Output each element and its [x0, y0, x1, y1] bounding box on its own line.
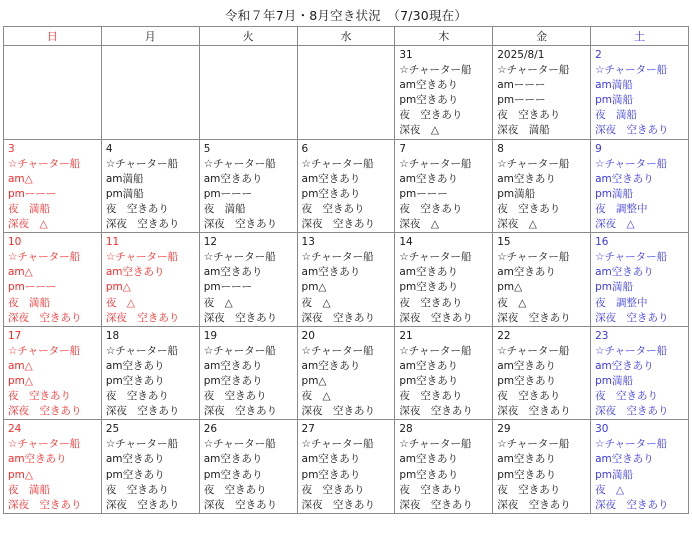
charter-label: ☆チャーター船 [301, 251, 374, 264]
pm-status: pm空きあり [203, 374, 263, 387]
calendar-day-cell [297, 139, 395, 233]
day-number: 28 [399, 423, 413, 436]
pm-status: pm満船 [595, 187, 633, 200]
pm-status: pmーーー [497, 94, 546, 107]
pm-status: pm空きあり [399, 468, 459, 481]
am-status: am空きあり [105, 359, 165, 372]
am-status: am△ [8, 172, 33, 185]
calendar-week-row [4, 139, 689, 233]
night-status: 夜 空きあり [497, 109, 561, 122]
am-status: am△ [8, 359, 33, 372]
day-number: 13 [301, 236, 315, 249]
late-night-status: 深夜 空きあり [203, 405, 278, 418]
calendar-day-cell [591, 420, 689, 514]
weekday-sun: 日 [4, 27, 102, 46]
weekday-thu: 木 [395, 27, 493, 46]
calendar-day-cell [591, 326, 689, 420]
am-status: am空きあり [595, 359, 654, 372]
late-night-status: 深夜 空きあり [203, 218, 278, 231]
late-night-status: 深夜 空きあり [595, 405, 669, 418]
day-number: 20 [301, 329, 315, 342]
calendar-day-cell [101, 420, 199, 514]
day-number: 2025/8/1 [497, 49, 545, 61]
am-status: am満船 [595, 79, 633, 92]
late-night-status: 深夜 △ [399, 124, 439, 137]
late-night-status: 深夜 空きあり [301, 311, 376, 324]
late-night-status: 深夜 空きあり [301, 498, 376, 511]
night-status: 夜 調整中 [595, 296, 648, 309]
am-status: am空きあり [595, 172, 654, 185]
pm-status: pm△ [105, 281, 131, 294]
am-status: amーーー [497, 79, 546, 92]
charter-label: ☆チャーター船 [301, 157, 374, 170]
day-number: 4 [105, 142, 113, 155]
calendar-empty-cell [199, 46, 297, 140]
night-status: 夜 △ [497, 296, 527, 309]
charter-label: ☆チャーター船 [399, 251, 472, 264]
charter-label: ☆チャーター船 [595, 64, 668, 77]
night-status: 夜 満船 [8, 296, 50, 309]
calendar-week-row [4, 420, 689, 514]
charter-label: ☆チャーター船 [497, 344, 570, 357]
charter-label: ☆チャーター船 [105, 438, 178, 451]
night-status: 夜 空きあり [399, 296, 463, 309]
calendar-day-cell [297, 420, 395, 514]
am-status: am空きあり [301, 359, 361, 372]
am-status: am空きあり [497, 266, 556, 279]
late-night-status: 深夜 空きあり [8, 498, 82, 511]
day-number: 22 [497, 329, 511, 342]
am-status: am空きあり [595, 453, 654, 466]
night-status: 夜 空きあり [105, 483, 169, 496]
calendar-day-cell [101, 233, 199, 327]
late-night-status: 深夜 空きあり [301, 218, 376, 231]
charter-label: ☆チャーター船 [595, 157, 668, 170]
calendar-day-cell [4, 233, 102, 327]
night-status: 夜 空きあり [203, 483, 267, 496]
pm-status: pmーーー [203, 281, 253, 294]
am-status: am空きあり [497, 172, 556, 185]
weekday-mon: 月 [101, 27, 199, 46]
late-night-status: 深夜 空きあり [399, 498, 473, 511]
night-status: 夜 満船 [203, 202, 246, 215]
am-status: am空きあり [203, 453, 263, 466]
calendar-day-cell [493, 139, 591, 233]
late-night-status: 深夜 空きあり [497, 405, 571, 418]
calendar-empty-cell [101, 46, 199, 140]
day-number: 16 [595, 236, 609, 249]
pm-status: pm空きあり [105, 468, 165, 481]
calendar-day-cell [493, 420, 591, 514]
pm-status: pm△ [301, 374, 327, 387]
am-status: am空きあり [105, 266, 165, 279]
charter-label: ☆チャーター船 [105, 251, 178, 264]
night-status: 夜 空きあり [8, 390, 71, 403]
late-night-status: 深夜 空きあり [497, 498, 571, 511]
day-number: 29 [497, 423, 511, 436]
night-status: 夜 空きあり [301, 483, 365, 496]
late-night-status: 深夜 空きあり [301, 405, 376, 418]
night-status: 夜 空きあり [595, 390, 659, 403]
charter-label: ☆チャーター船 [203, 438, 276, 451]
am-status: am空きあり [203, 172, 263, 185]
charter-label: ☆チャーター船 [399, 344, 472, 357]
calendar-empty-cell [4, 46, 102, 140]
day-number: 17 [8, 329, 22, 342]
late-night-status: 深夜 空きあり [203, 311, 278, 324]
late-night-status: 深夜 △ [399, 218, 439, 231]
calendar-body [4, 46, 689, 514]
day-number: 25 [105, 423, 120, 436]
calendar-day-cell [199, 326, 297, 420]
am-status: am空きあり [595, 266, 654, 279]
late-night-status: 深夜 空きあり [8, 311, 82, 324]
day-number: 14 [399, 236, 413, 249]
pm-status: pm△ [8, 468, 33, 481]
am-status: am空きあり [203, 359, 263, 372]
am-status: am空きあり [301, 266, 361, 279]
charter-label: ☆チャーター船 [497, 251, 570, 264]
day-number: 3 [8, 142, 15, 155]
am-status: am空きあり [399, 172, 459, 185]
calendar-day-cell [4, 420, 102, 514]
pm-status: pm空きあり [203, 468, 263, 481]
charter-label: ☆チャーター船 [399, 157, 472, 170]
weekday-tue: 火 [199, 27, 297, 46]
night-status: 夜 空きあり [399, 390, 463, 403]
night-status: 夜 空きあり [105, 202, 169, 215]
late-night-status: 深夜 空きあり [105, 311, 180, 324]
day-number: 2 [595, 49, 602, 61]
am-status: am空きあり [8, 453, 67, 466]
night-status: 夜 満船 [8, 483, 50, 496]
calendar-day-cell [199, 420, 297, 514]
night-status: 夜 調整中 [595, 202, 648, 215]
late-night-status: 深夜 △ [8, 218, 48, 231]
am-status: am空きあり [301, 453, 361, 466]
weekday-header-row [4, 27, 689, 46]
pm-status: pm空きあり [399, 374, 459, 387]
charter-label: ☆チャーター船 [105, 344, 178, 357]
am-status: am空きあり [399, 359, 459, 372]
day-number: 6 [301, 142, 309, 155]
late-night-status: 深夜 空きあり [105, 498, 180, 511]
late-night-status: 深夜 空きあり [497, 311, 571, 324]
late-night-status: 深夜 空きあり [595, 124, 669, 137]
day-number: 31 [399, 49, 413, 61]
day-number: 24 [8, 423, 22, 436]
calendar-day-cell [395, 326, 493, 420]
night-status: 夜 空きあり [105, 390, 169, 403]
late-night-status: 深夜 空きあり [595, 498, 669, 511]
calendar-day-cell [199, 233, 297, 327]
pm-status: pmーーー [8, 187, 57, 200]
day-number: 12 [203, 236, 218, 249]
calendar-day-cell [395, 233, 493, 327]
calendar-day-cell [493, 326, 591, 420]
calendar-day-cell [101, 139, 199, 233]
charter-label: ☆チャーター船 [595, 251, 668, 264]
night-status: 夜 空きあり [301, 202, 365, 215]
am-status: am空きあり [497, 359, 556, 372]
calendar-empty-cell [297, 46, 395, 140]
pm-status: pm満船 [105, 187, 144, 200]
pm-status: pm満船 [595, 94, 633, 107]
late-night-status: 深夜 空きあり [8, 405, 82, 418]
pm-status: pm空きあり [105, 374, 165, 387]
charter-label: ☆チャーター船 [595, 438, 668, 451]
calendar-day-cell [297, 326, 395, 420]
calendar-week-row [4, 326, 689, 420]
late-night-status: 深夜 満船 [497, 124, 550, 137]
weekday-sat: 土 [591, 27, 689, 46]
night-status: 夜 △ [105, 296, 135, 309]
pm-status: pm満船 [595, 374, 633, 387]
calendar-week-row [4, 46, 689, 140]
day-number: 15 [497, 236, 511, 249]
am-status: am空きあり [301, 172, 361, 185]
pm-status: pm空きあり [301, 468, 361, 481]
calendar-day-cell [101, 326, 199, 420]
pm-status: pm空きあり [399, 94, 459, 107]
calendar-day-cell [591, 233, 689, 327]
late-night-status: 深夜 空きあり [399, 311, 473, 324]
day-number: 26 [203, 423, 218, 436]
pm-status: pmーーー [399, 187, 448, 200]
day-number: 30 [595, 423, 609, 436]
night-status: 夜 空きあり [497, 483, 561, 496]
charter-label: ☆チャーター船 [105, 157, 178, 170]
charter-label: ☆チャーター船 [301, 438, 374, 451]
charter-label: ☆チャーター船 [8, 438, 81, 451]
am-status: am空きあり [497, 453, 556, 466]
day-number: 10 [8, 236, 22, 249]
page-title: 令和７年7月・8月空き状況 （7/30現在） [224, 8, 468, 23]
pm-status: pm満船 [595, 281, 633, 294]
night-status: 夜 △ [301, 390, 331, 403]
night-status: 夜 △ [301, 296, 331, 309]
day-number: 11 [105, 236, 120, 249]
late-night-status: 深夜 空きあり [399, 405, 473, 418]
calendar-day-cell [395, 46, 493, 140]
night-status: 夜 空きあり [399, 109, 463, 122]
late-night-status: 深夜 空きあり [203, 498, 278, 511]
pm-status: pmーーー [203, 187, 253, 200]
am-status: am空きあり [399, 453, 459, 466]
night-status: 夜 満船 [8, 202, 50, 215]
pm-status: pm空きあり [399, 281, 459, 294]
night-status: 夜 空きあり [497, 390, 561, 403]
am-status: am空きあり [203, 266, 263, 279]
calendar-day-cell [4, 326, 102, 420]
calendar-day-cell [591, 46, 689, 140]
night-status: 夜 満船 [595, 109, 638, 122]
night-status: 夜 空きあり [203, 390, 267, 403]
day-number: 5 [203, 142, 211, 155]
calendar-day-cell [591, 139, 689, 233]
charter-label: ☆チャーター船 [301, 344, 374, 357]
pm-status: pm満船 [595, 468, 633, 481]
charter-label: ☆チャーター船 [497, 438, 570, 451]
pm-status: pm△ [8, 374, 33, 387]
charter-label: ☆チャーター船 [8, 157, 81, 170]
pm-status: pm空きあり [497, 468, 557, 481]
day-number: 18 [105, 329, 120, 342]
day-number: 9 [595, 142, 602, 155]
day-number: 7 [399, 142, 407, 155]
weekday-fri: 金 [493, 27, 591, 46]
day-number: 19 [203, 329, 218, 342]
late-night-status: 深夜 空きあり [105, 218, 180, 231]
night-status: 夜 △ [595, 483, 625, 496]
am-status: am△ [8, 266, 33, 279]
calendar-day-cell [297, 233, 395, 327]
charter-label: ☆チャーター船 [8, 344, 81, 357]
am-status: am満船 [105, 172, 144, 185]
charter-label: ☆チャーター船 [203, 251, 276, 264]
am-status: am空きあり [399, 266, 459, 279]
day-number: 23 [595, 329, 609, 342]
late-night-status: 深夜 空きあり [105, 405, 180, 418]
availability-calendar [3, 26, 689, 514]
charter-label: ☆チャーター船 [8, 251, 81, 264]
pm-status: pm空きあり [301, 187, 361, 200]
pm-status: pm空きあり [497, 374, 557, 387]
late-night-status: 深夜 △ [595, 218, 635, 231]
am-status: am空きあり [399, 79, 459, 92]
calendar-day-cell [395, 139, 493, 233]
pm-status: pmーーー [8, 281, 57, 294]
night-status: 夜 △ [203, 296, 233, 309]
pm-status: pm満船 [497, 187, 536, 200]
night-status: 夜 空きあり [497, 202, 561, 215]
day-number: 21 [399, 329, 413, 342]
am-status: am空きあり [105, 453, 165, 466]
night-status: 夜 空きあり [399, 202, 463, 215]
day-number: 8 [497, 142, 504, 155]
calendar-week-row [4, 233, 689, 327]
charter-label: ☆チャーター船 [203, 157, 276, 170]
calendar-day-cell [199, 139, 297, 233]
charter-label: ☆チャーター船 [399, 438, 472, 451]
calendar-day-cell [4, 139, 102, 233]
charter-label: ☆チャーター船 [497, 157, 570, 170]
late-night-status: 深夜 空きあり [595, 311, 669, 324]
day-number: 27 [301, 423, 315, 436]
weekday-wed: 水 [297, 27, 395, 46]
pm-status: pm△ [301, 281, 327, 294]
night-status: 夜 空きあり [399, 483, 463, 496]
calendar-day-cell [493, 233, 591, 327]
pm-status: pm△ [497, 281, 523, 294]
charter-label: ☆チャーター船 [595, 344, 668, 357]
charter-label: ☆チャーター船 [497, 64, 570, 77]
charter-label: ☆チャーター船 [399, 64, 472, 77]
calendar-day-cell [395, 420, 493, 514]
charter-label: ☆チャーター船 [203, 344, 276, 357]
late-night-status: 深夜 △ [497, 218, 537, 231]
calendar-day-cell [493, 46, 591, 140]
